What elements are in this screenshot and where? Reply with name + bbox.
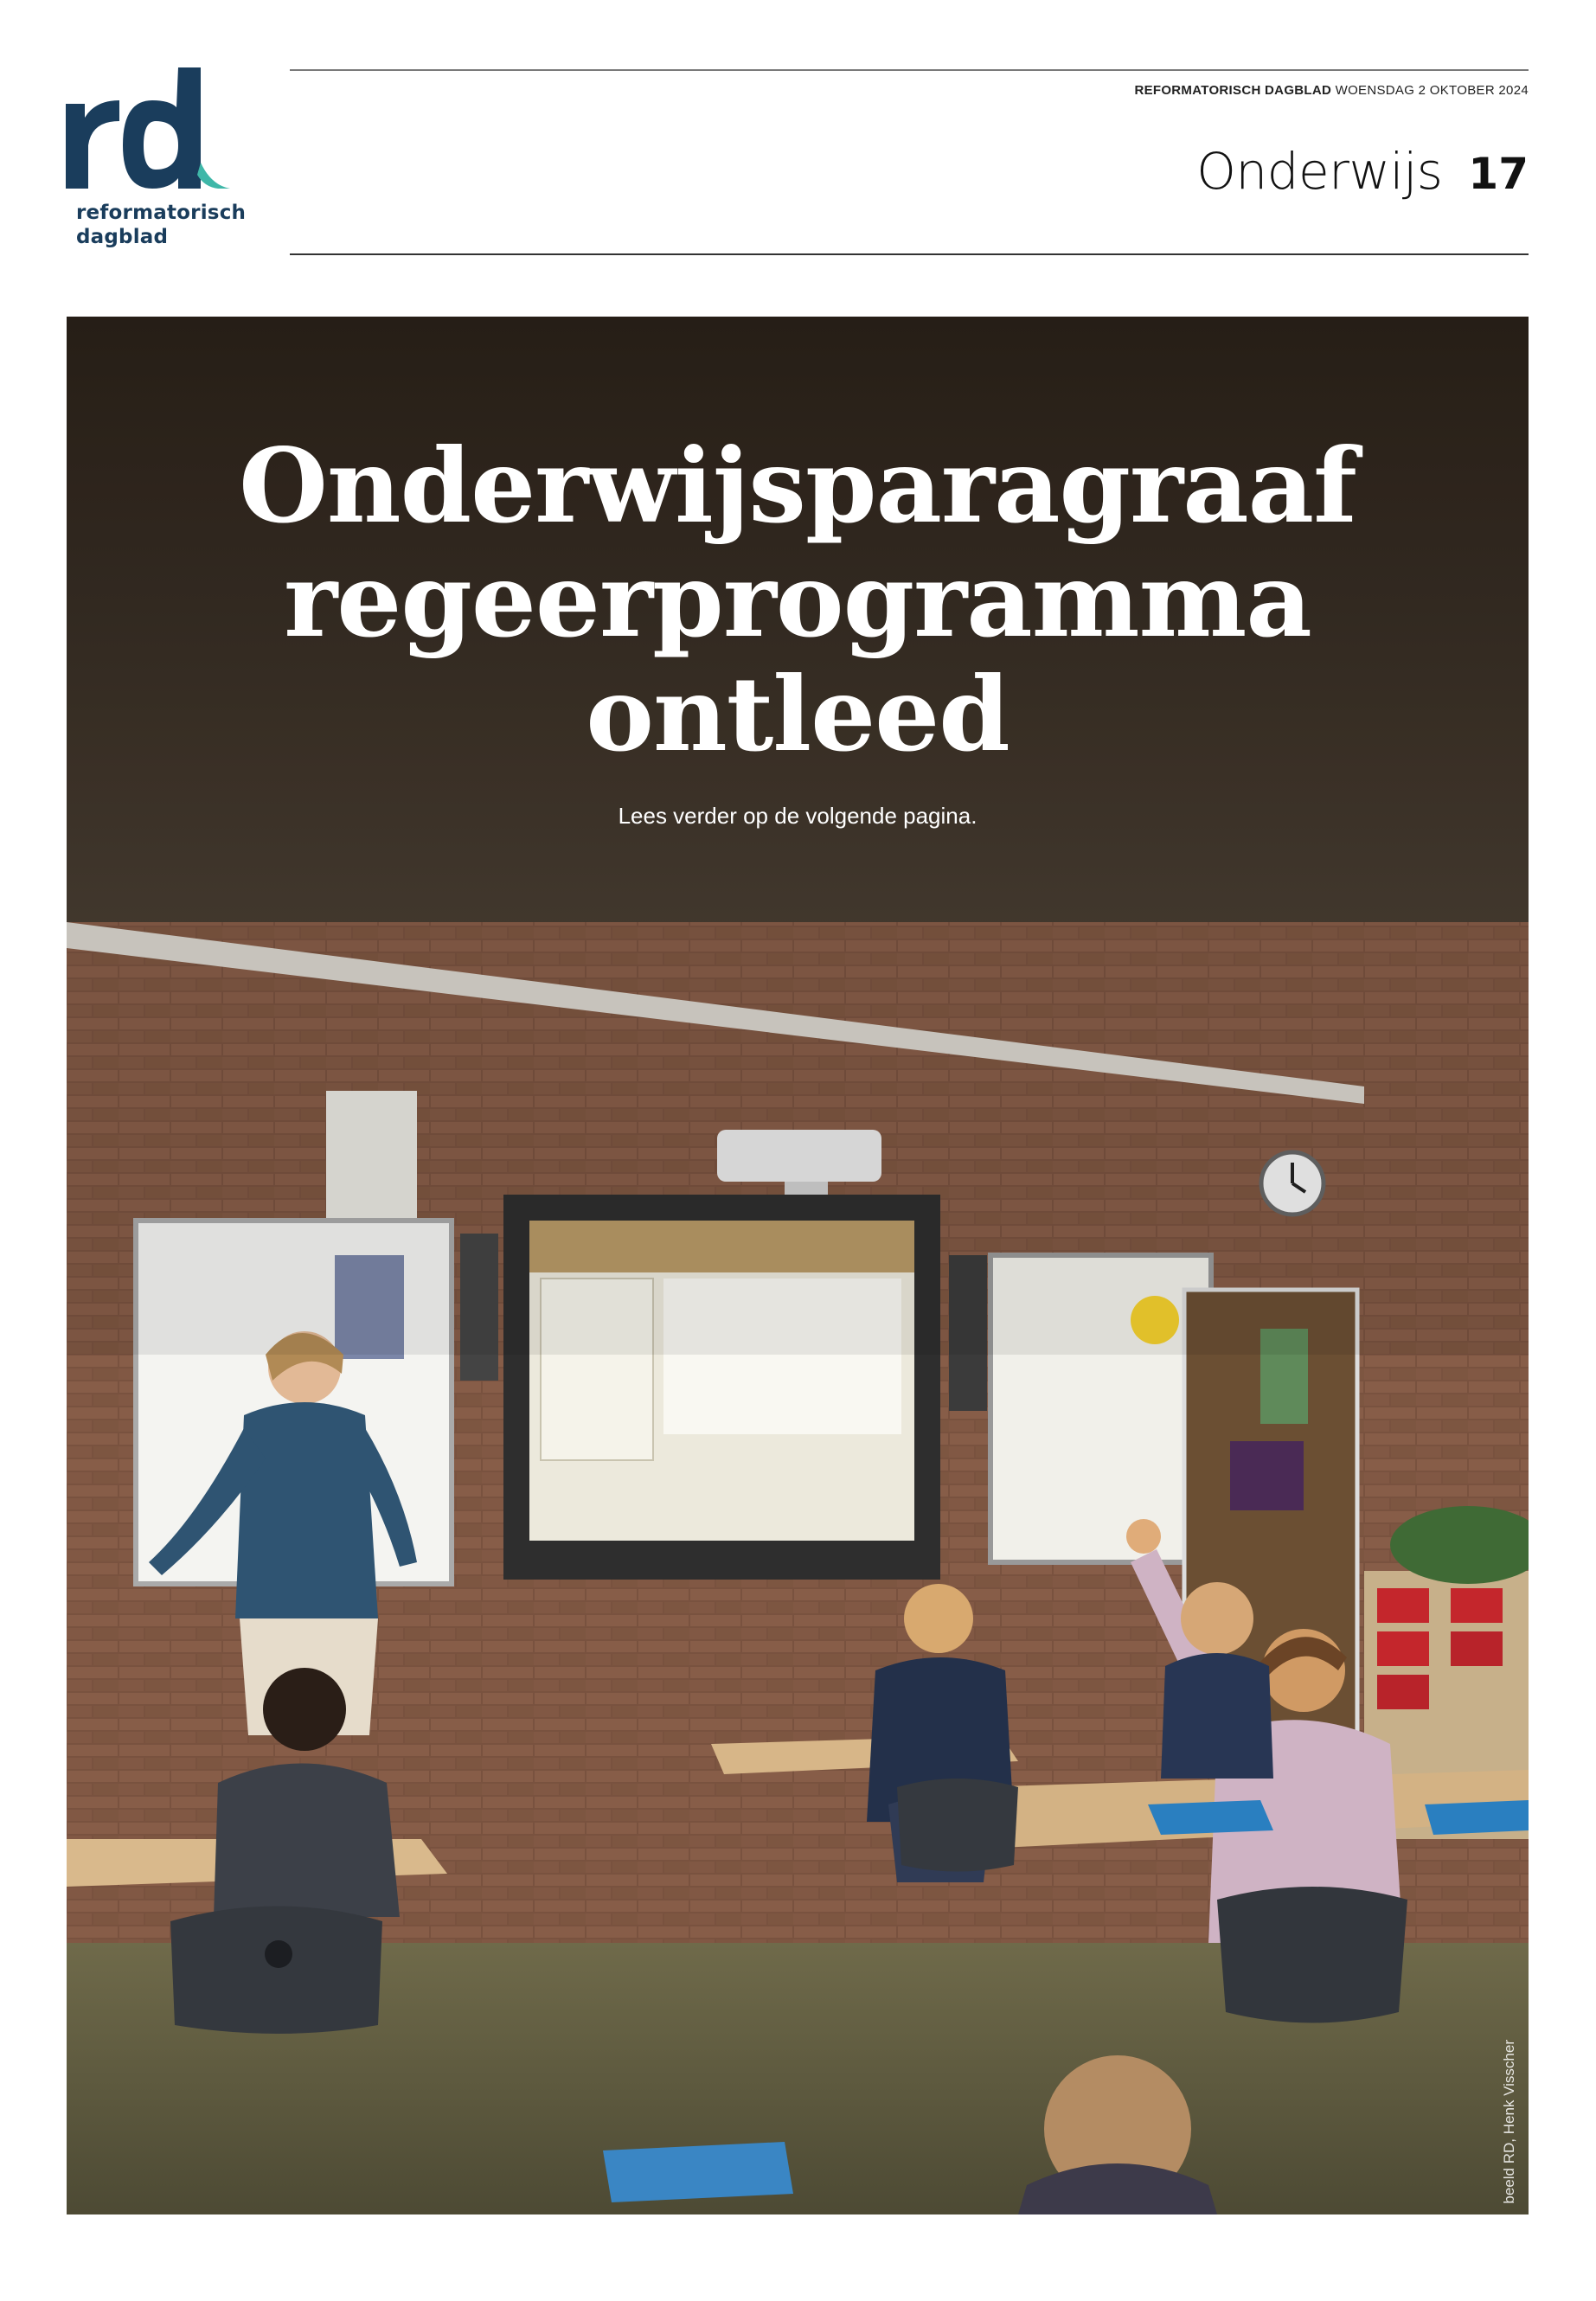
headline-line-3: ontleed: [586, 654, 1010, 774]
logo-name-line2: dagblad: [76, 226, 169, 248]
logo-name-line1: reformatorisch: [76, 202, 247, 224]
header-rule-bottom: [290, 253, 1529, 255]
continue-reading-note: Lees verder op de volgende pagina.: [618, 803, 977, 829]
hero-image: [67, 317, 1529, 2214]
rd-logo-mark: [66, 67, 265, 197]
page-number: 17: [1468, 149, 1529, 199]
masthead-paper-name: REFORMATORISCH DAGBLAD: [1134, 83, 1332, 98]
masthead-date: WOENSDAG 2 OKTOBER 2024: [1335, 83, 1529, 98]
photo-credit: beeld RD, Henk Visscher: [1501, 2040, 1517, 2204]
masthead: [1134, 83, 1529, 98]
section-header: [1196, 142, 1529, 201]
headline-line-2: regeerprogramma: [284, 540, 1311, 660]
headline-line-1: Onderwijsparagraaf: [239, 426, 1356, 546]
headline: [67, 426, 1529, 774]
section-name: Onderwijs: [1196, 142, 1443, 201]
logo-wordmark: [76, 201, 246, 249]
header-rule-top: [290, 69, 1529, 71]
